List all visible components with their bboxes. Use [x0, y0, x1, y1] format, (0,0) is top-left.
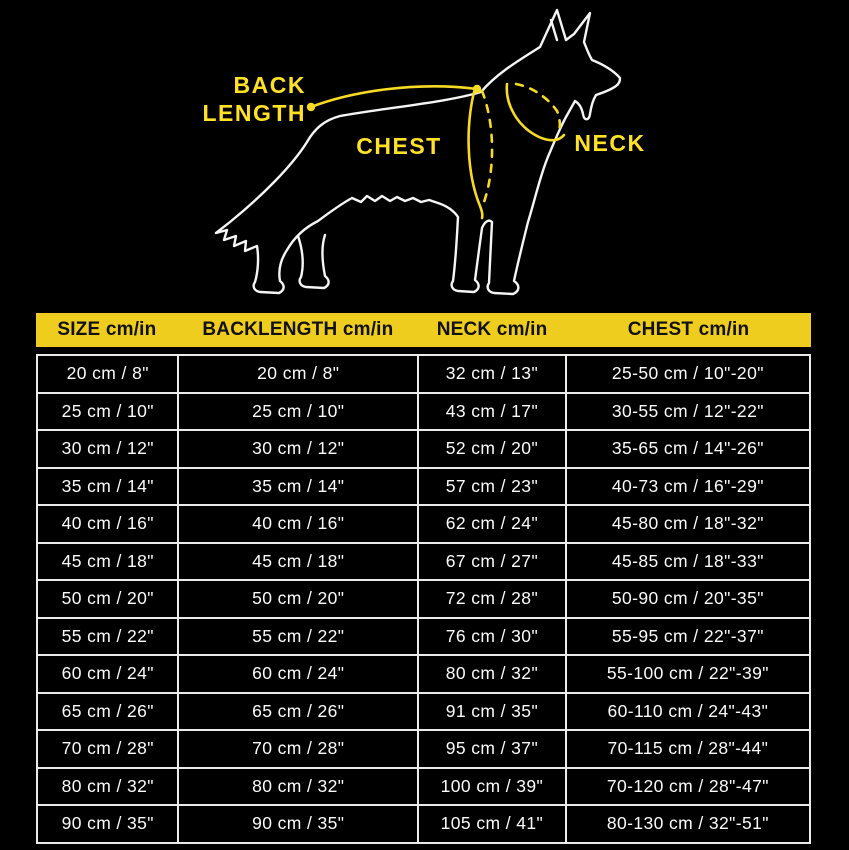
chest-girth-band-solid	[469, 92, 483, 218]
table-cell: 35-65 cm / 14"-26"	[566, 430, 810, 468]
dog-far-hind-leg	[298, 235, 329, 288]
table-cell: 20 cm / 8"	[37, 355, 178, 393]
table-row	[37, 393, 810, 431]
back-length-start-dot	[307, 103, 315, 111]
dog-diagram-canvas	[0, 0, 849, 312]
dog-ear-inner-line	[551, 20, 557, 40]
table-cell: 50 cm / 20"	[178, 580, 418, 618]
table-cell: 67 cm / 27"	[418, 543, 566, 581]
table-cell: 55 cm / 22"	[178, 618, 418, 656]
table-row	[37, 655, 810, 693]
table-cell: 57 cm / 23"	[418, 468, 566, 506]
table-row	[37, 580, 810, 618]
table-cell: 20 cm / 8"	[178, 355, 418, 393]
table-cell: 76 cm / 30"	[418, 618, 566, 656]
table-row	[37, 430, 810, 468]
table-cell: 30-55 cm / 12"-22"	[566, 393, 810, 431]
table-cell: 45-85 cm / 18"-33"	[566, 543, 810, 581]
table-cell: 40 cm / 16"	[37, 505, 178, 543]
table-cell: 45 cm / 18"	[178, 543, 418, 581]
table-cell: 90 cm / 35"	[178, 805, 418, 843]
table-header-row	[36, 313, 811, 347]
table-cell: 95 cm / 37"	[418, 730, 566, 768]
table-cell: 30 cm / 12"	[37, 430, 178, 468]
table-row	[37, 693, 810, 731]
table-cell: 25 cm / 10"	[37, 393, 178, 431]
table-cell: 25-50 cm / 10"-20"	[566, 355, 810, 393]
table-cell: 60 cm / 24"	[178, 655, 418, 693]
table-cell: 70-120 cm / 28"-47"	[566, 768, 810, 806]
table-cell: 25 cm / 10"	[178, 393, 418, 431]
neck-label: NECK	[574, 130, 646, 156]
header-cell-size: SIZE cm/in	[57, 319, 157, 340]
table-cell: 70 cm / 28"	[37, 730, 178, 768]
table-cell: 80 cm / 32"	[418, 655, 566, 693]
header-cell-backlength: BACKLENGTH cm/in	[202, 319, 394, 340]
size-chart-table	[36, 313, 811, 844]
table-cell: 45-80 cm / 18"-32"	[566, 505, 810, 543]
table-cell: 60 cm / 24"	[37, 655, 178, 693]
table-cell: 105 cm / 41"	[418, 805, 566, 843]
table-cell: 55 cm / 22"	[37, 618, 178, 656]
table-cell: 90 cm / 35"	[37, 805, 178, 843]
table-cell: 55-95 cm / 22"-37"	[566, 618, 810, 656]
table-cell: 45 cm / 18"	[37, 543, 178, 581]
table-cell: 91 cm / 35"	[418, 693, 566, 731]
table-cell: 52 cm / 20"	[418, 430, 566, 468]
table-cell: 40-73 cm / 16"-29"	[566, 468, 810, 506]
table-cell: 62 cm / 24"	[418, 505, 566, 543]
table-cell: 40 cm / 16"	[178, 505, 418, 543]
table-row	[37, 468, 810, 506]
table-cell: 35 cm / 14"	[37, 468, 178, 506]
table-row	[37, 730, 810, 768]
table-row	[37, 768, 810, 806]
table-cell: 100 cm / 39"	[418, 768, 566, 806]
chest-label: CHEST	[356, 133, 442, 159]
table-cell: 70-115 cm / 28"-44"	[566, 730, 810, 768]
table-cell: 32 cm / 13"	[418, 355, 566, 393]
header-cell-chest: CHEST cm/in	[627, 319, 750, 340]
table-cell: 60-110 cm / 24"-43"	[566, 693, 810, 731]
table-row	[37, 805, 810, 843]
table-cell: 70 cm / 28"	[178, 730, 418, 768]
table-cell: 72 cm / 28"	[418, 580, 566, 618]
size-table-grid	[36, 354, 811, 844]
table-row	[37, 543, 810, 581]
table-cell: 30 cm / 12"	[178, 430, 418, 468]
table-cell: 50-90 cm / 20"-35"	[566, 580, 810, 618]
table-row	[37, 618, 810, 656]
table-cell: 35 cm / 14"	[178, 468, 418, 506]
chest-girth-band-dashed	[482, 91, 492, 202]
header-cell-neck: NECK cm/in	[436, 319, 548, 340]
table-cell: 80 cm / 32"	[37, 768, 178, 806]
table-cell: 80-130 cm / 32"-51"	[566, 805, 810, 843]
back-length-measure-line	[311, 86, 477, 107]
table-cell: 55-100 cm / 22"-39"	[566, 655, 810, 693]
table-cell: 80 cm / 32"	[178, 768, 418, 806]
table-row	[37, 355, 810, 393]
back-length-label-line2: LENGTH	[202, 100, 306, 126]
table-cell: 65 cm / 26"	[37, 693, 178, 731]
table-cell: 65 cm / 26"	[178, 693, 418, 731]
size-table-body	[37, 355, 810, 843]
table-row	[37, 505, 810, 543]
back-length-label-line1: BACK	[233, 72, 306, 98]
table-cell: 50 cm / 20"	[37, 580, 178, 618]
dog-measurement-diagram	[0, 0, 849, 312]
table-cell: 43 cm / 17"	[418, 393, 566, 431]
diagram-labels	[202, 72, 645, 159]
